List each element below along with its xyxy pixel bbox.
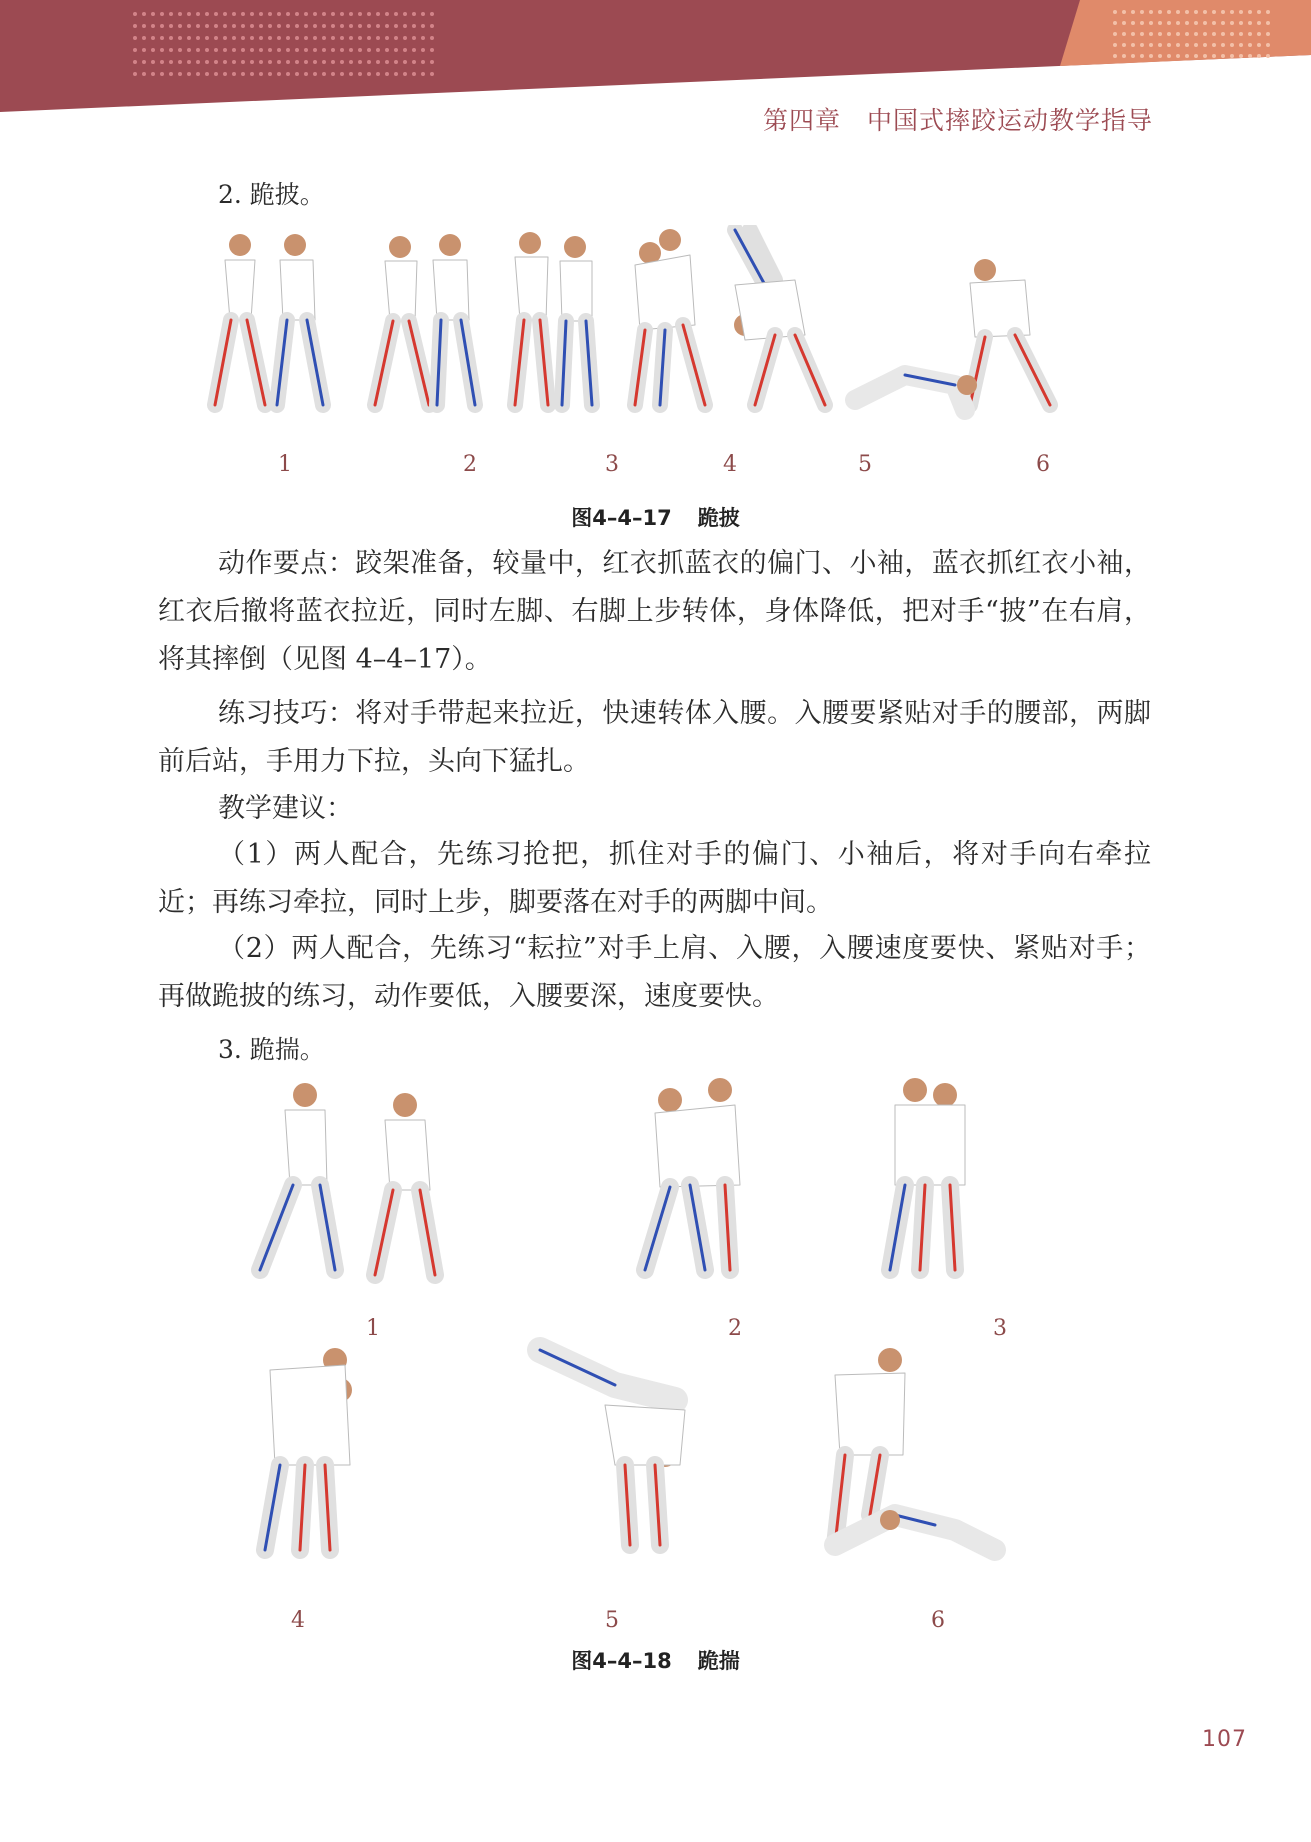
figure-caption-4-4-17	[0, 502, 1311, 532]
figure-4-4-18	[225, 1075, 1105, 1590]
kneeling-kick-throw-illustration	[225, 1075, 1105, 1590]
caption-id: 图4–4–17	[571, 506, 672, 530]
paragraph-practice-tips: 练习技巧：将对手带起来拉近，快速转体入腰。入腰要紧贴对手的腰部，两脚前后站，手用力下拉，头向下猛扎。	[158, 698, 1151, 777]
figure-4-4-17	[155, 225, 1155, 430]
figure-step-number: 2	[728, 1316, 742, 1341]
figure-step-number: 2	[463, 452, 477, 477]
paragraph-teaching-heading: 教学建议：	[218, 793, 353, 824]
kneeling-shoulder-throw-illustration	[155, 225, 1155, 430]
paragraph-suggestion-2: （2）两人配合，先练习“耘拉”对手上肩、入腰，入腰速度要快、紧贴对手；再做跪披的练习，动作要低，入腰要深，速度要快。	[158, 933, 1151, 1012]
section-heading-2: 2. 跪披。	[218, 180, 325, 209]
caption-title: 跪揣	[697, 1649, 740, 1673]
header-band	[0, 0, 1311, 115]
figure-step-number: 6	[1036, 452, 1050, 477]
paragraph-key-points: 动作要点：跤架准备，较量中，红衣抓蓝衣的偏门、小袖，蓝衣抓红衣小袖，红衣后撤将蓝衣拉近，同时左脚、右脚上步转体，身体降低，把对手“披”在右肩，将其摔倒（见图 4–4–17）。	[158, 548, 1151, 675]
figure-step-number: 5	[858, 452, 872, 477]
section-heading-3: 3. 跪揣。	[218, 1035, 325, 1064]
figure-step-number: 1	[278, 452, 292, 477]
figure-step-number: 4	[291, 1608, 305, 1633]
caption-title: 跪披	[697, 506, 740, 530]
figure-step-number: 3	[993, 1316, 1007, 1341]
figure-step-number: 3	[605, 452, 619, 477]
page-number: 107	[1202, 1727, 1247, 1752]
chapter-title	[763, 101, 1153, 137]
chapter-number: 第四章	[762, 106, 841, 135]
figure-step-number: 1	[366, 1316, 380, 1341]
caption-id: 图4–4–18	[571, 1649, 672, 1673]
figure-step-number: 5	[605, 1608, 619, 1633]
figure-caption-4-4-18	[0, 1645, 1311, 1675]
figure-step-number: 6	[931, 1608, 945, 1633]
chapter-name: 中国式摔跤运动教学指导	[866, 106, 1153, 135]
paragraph-suggestion-1: （1）两人配合，先练习抢把，抓住对手的偏门、小袖后，将对手向右牵拉近；再练习牵拉，同时上步，脚要落在对手的两脚中间。	[158, 839, 1151, 918]
figure-step-number: 4	[723, 452, 737, 477]
